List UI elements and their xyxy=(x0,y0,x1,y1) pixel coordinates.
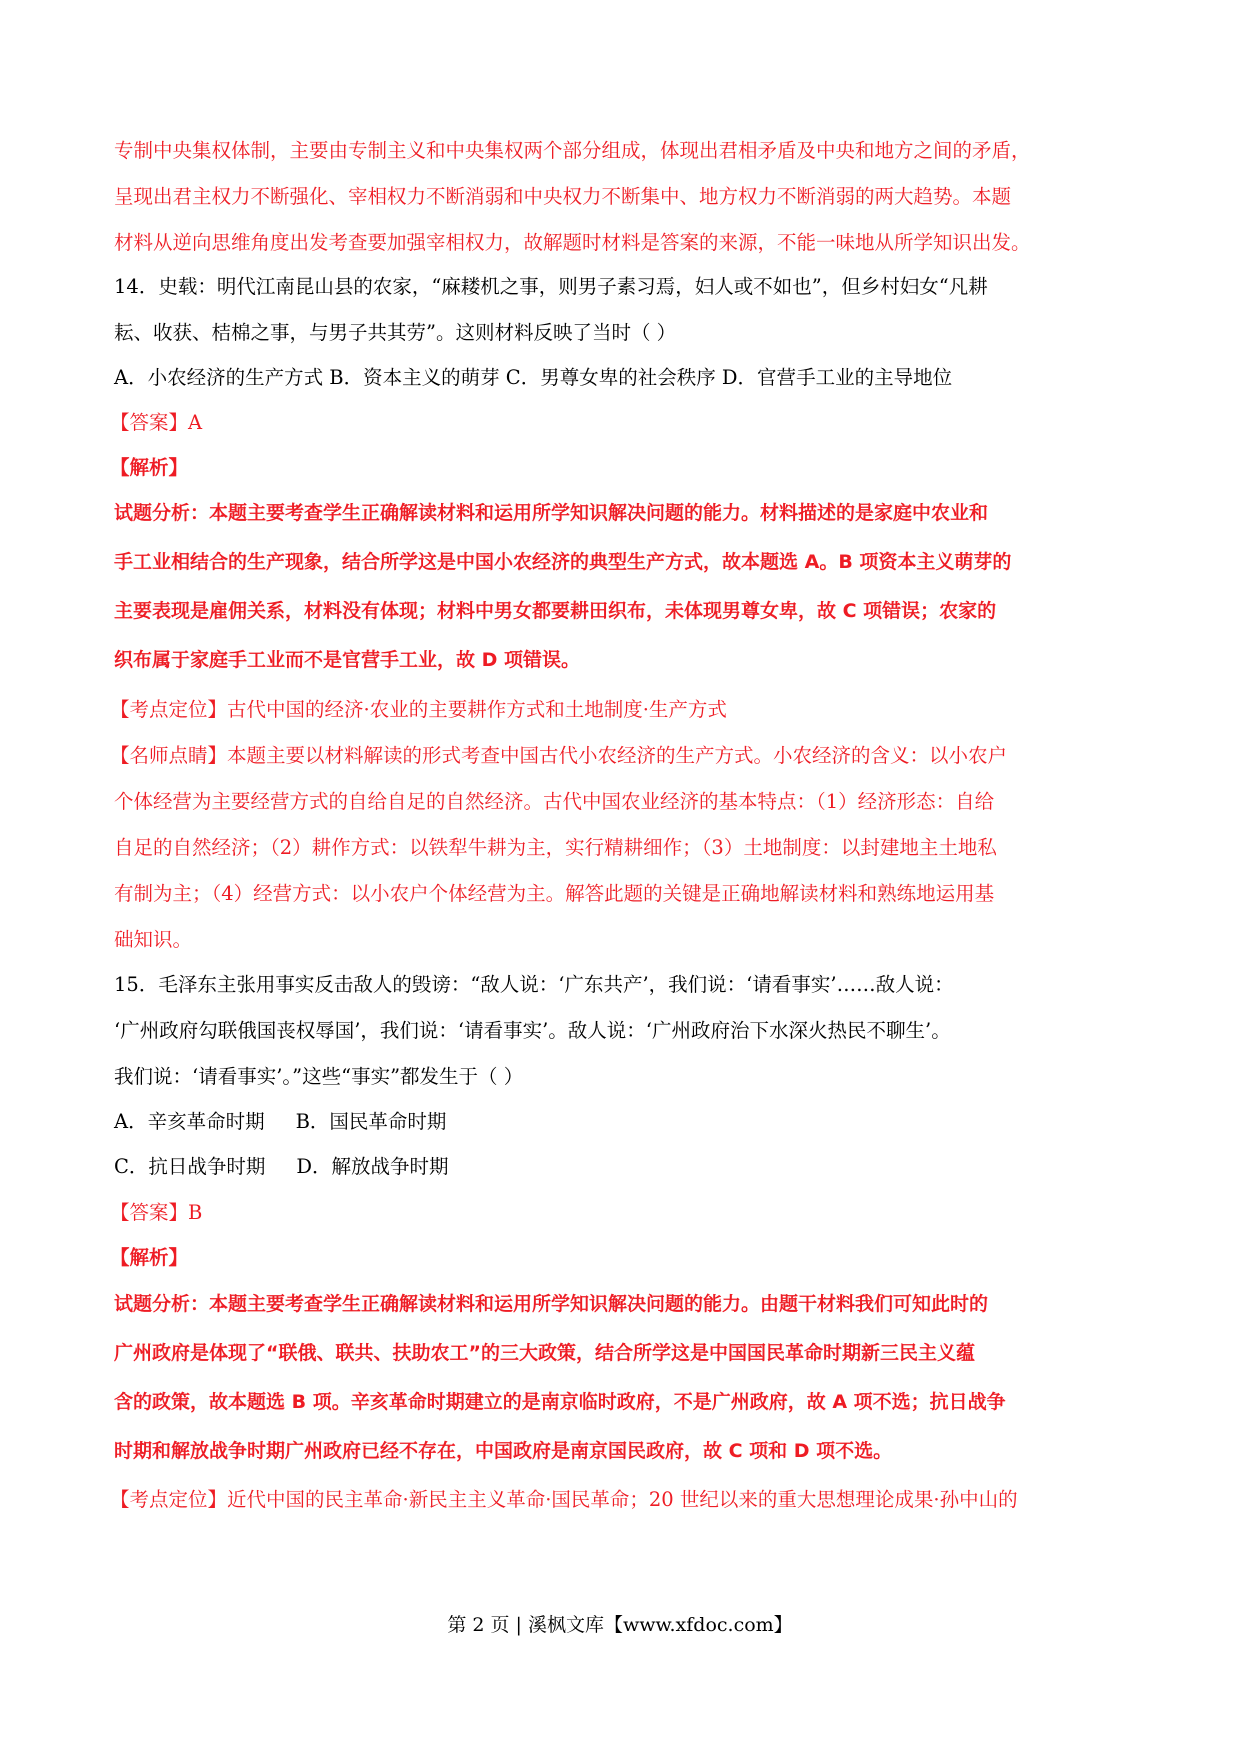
q15-analysis-line-3: 含的政策，故本题选 B 项。辛亥革命时期建立的是南京临时政府，不是广州政府，故 A 项不选；抗日战争 xyxy=(114,1391,1006,1413)
q15-point: 【考点定位】近代中国的民主革命·新民主主义革命·国民革命；20 世纪以来的重大思想理论成果·孙中山的 xyxy=(110,1488,1018,1511)
q14-options: A．小农经济的生产方式 B．资本主义的萌芽 C．男尊女卑的社会秩序 D．官营手工业的主导地位 xyxy=(114,366,953,389)
q14-analysis-line-3: 主要表现是雇佣关系，材料没有体现；材料中男女都要耕田织布，未体现男尊女卑，故 C 项错误；农家的 xyxy=(114,600,997,622)
q14-analysis-line-4: 织布属于家庭手工业而不是官营手工业，故 D 项错误。 xyxy=(114,649,581,671)
q14-analysis-label: 【解析】 xyxy=(110,456,189,479)
q15-analysis-line-4: 时期和解放战争时期广州政府已经不存在，中国政府是南京国民政府，故 C 项和 D 项不选。 xyxy=(114,1440,893,1462)
page-footer: 第 2 页 | 溪枫文库【www.xfdoc.com】 xyxy=(447,1614,793,1636)
q15-stem-line-1: 15．毛泽东主张用事实反击敌人的毁谤：“敌人说：‘广东共产’，我们说：‘请看事实’……敌人说： xyxy=(114,973,954,996)
q14-answer: 【答案】A xyxy=(110,411,203,434)
q15-analysis-line-1: 试题分析：本题主要考查学生正确解读材料和运用所学知识解决问题的能力。由题干材料我们可知此时的 xyxy=(114,1293,989,1315)
q15-analysis-line-2: 广州政府是体现了“联俄、联共、扶助农工”的三大政策，结合所学这是中国国民革命时期新三民主义蕴 xyxy=(114,1342,975,1364)
q14-analysis-line-2: 手工业相结合的生产现象，结合所学这是中国小农经济的典型生产方式，故本题选 A。B 项资本主义萌芽的 xyxy=(114,551,1012,573)
continuation-line-3: 材料从逆向思维角度出发考查要加强宰相权力，故解题时材料是答案的来源，不能一味地从所学知识出发。 xyxy=(114,231,1031,254)
q14-stem-line-2: 耘、收获、桔棉之事，与男子共其劳”。这则材料反映了当时（ ） xyxy=(114,321,677,344)
q14-teacher-line-3: 自足的自然经济；（2）耕作方式：以铁犁牛耕为主，实行精耕细作；（3）土地制度：以封建地主土地私 xyxy=(114,836,997,859)
q15-stem-line-2: ‘广州政府勾联俄国丧权辱国’，我们说：‘请看事实’。敌人说：‘广州政府治下水深火热民不聊生’。 xyxy=(114,1019,951,1042)
continuation-line-1: 专制中央集权体制，主要由专制主义和中央集权两个部分组成，体现出君相矛盾及中央和地方之间的矛盾， xyxy=(114,139,1031,162)
q14-point: 【考点定位】古代中国的经济·农业的主要耕作方式和土地制度·生产方式 xyxy=(110,698,727,721)
q14-teacher-line-2: 个体经营为主要经营方式的自给自足的自然经济。古代中国农业经济的基本特点：（1）经济形态：自给 xyxy=(114,790,995,813)
q15-stem-line-3: 我们说：‘请看事实’。”这些“事实”都发生于（ ） xyxy=(114,1065,524,1088)
continuation-line-2: 呈现出君主权力不断强化、宰相权力不断消弱和中央权力不断集中、地方权力不断消弱的两大趋势。本题 xyxy=(114,185,1012,208)
q14-analysis-line-1: 试题分析：本题主要考查学生正确解读材料和运用所学知识解决问题的能力。材料描述的是家庭中农业和 xyxy=(114,502,989,524)
q14-teacher-line-5: 础知识。 xyxy=(114,928,193,951)
q15-options-line-2: C．抗日战争时期 D．解放战争时期 xyxy=(114,1155,449,1178)
q15-options-line-1: A．辛亥革命时期 B．国民革命时期 xyxy=(114,1110,447,1133)
q14-stem-line-1: 14．史载：明代江南昆山县的农家，“麻耧机之事，则男子素习焉，妇人或不如也”，但乡村妇女“凡耕 xyxy=(114,275,988,298)
q15-analysis-label: 【解析】 xyxy=(110,1246,189,1269)
q15-answer: 【答案】B xyxy=(110,1201,203,1224)
q14-teacher-line-1: 【名师点睛】本题主要以材料解读的形式考查中国古代小农经济的生产方式。小农经济的含义：以小农户 xyxy=(110,744,1008,767)
q14-teacher-line-4: 有制为主；（4）经营方式：以小农户个体经营为主。解答此题的关键是正确地解读材料和熟练地运用基 xyxy=(114,882,995,905)
